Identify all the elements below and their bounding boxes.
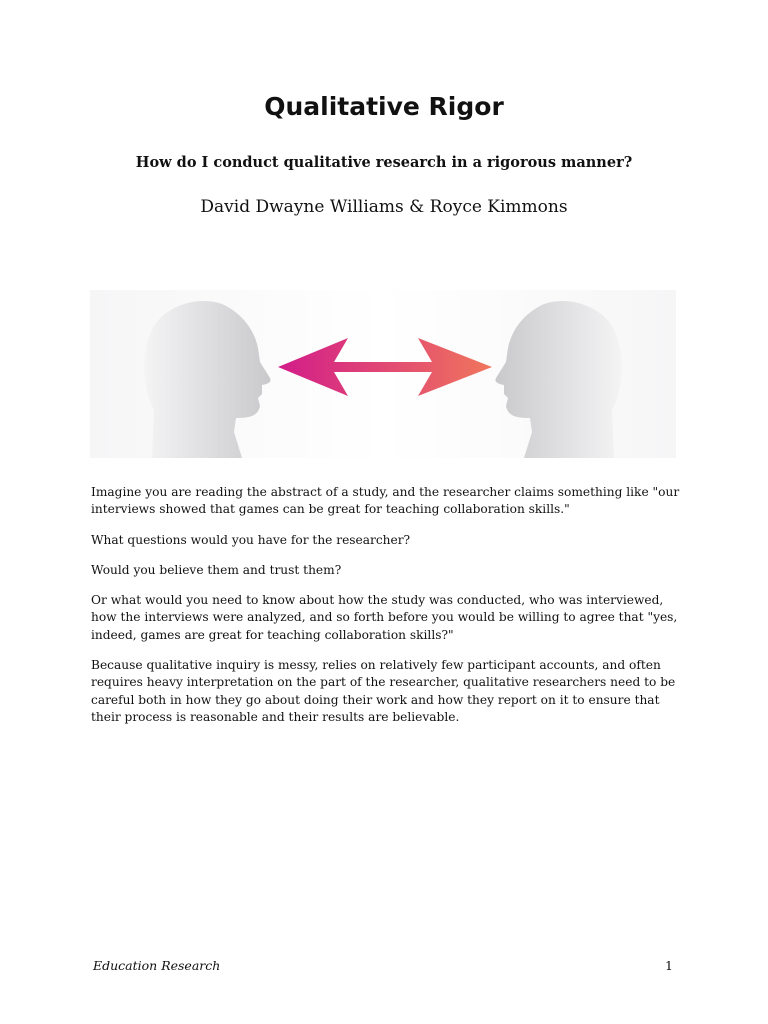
body-text	[91, 484, 681, 739]
page-number: 1	[665, 958, 673, 973]
paragraph: Would you believe them and trust them?	[91, 562, 342, 577]
page-title: Qualitative Rigor	[264, 92, 504, 121]
two-heads-double-arrow-icon	[90, 290, 676, 458]
paragraph: Imagine you are reading the abstract of a study, and the researcher claims something like "our interviews showed that games can be great for teaching collaboration skills."	[91, 485, 680, 517]
footer-book-title: Education Research	[93, 958, 221, 973]
paragraph: What questions would you have for the researcher?	[91, 532, 411, 547]
page-subtitle: How do I conduct qualitative research in a rigorous manner?	[135, 154, 633, 171]
paragraph: Or what would you need to know about how the study was conducted, who was interviewed, how the interviews were analyzed, and so forth before you would be willing to agree that "yes, indeed, games are great for teaching collaboration skills?"	[91, 593, 678, 642]
hero-image	[90, 290, 676, 458]
authors: David Dwayne Williams & Royce Kimmons	[200, 197, 568, 217]
paragraph: Because qualitative inquiry is messy, relies on relatively few participant accounts, and often requires heavy interpretation on the part of the researcher, qualitative researchers need to be careful both in how they go about doing their work and how they report on it to ensure that their process is reasonable and their results are believable.	[91, 658, 676, 724]
